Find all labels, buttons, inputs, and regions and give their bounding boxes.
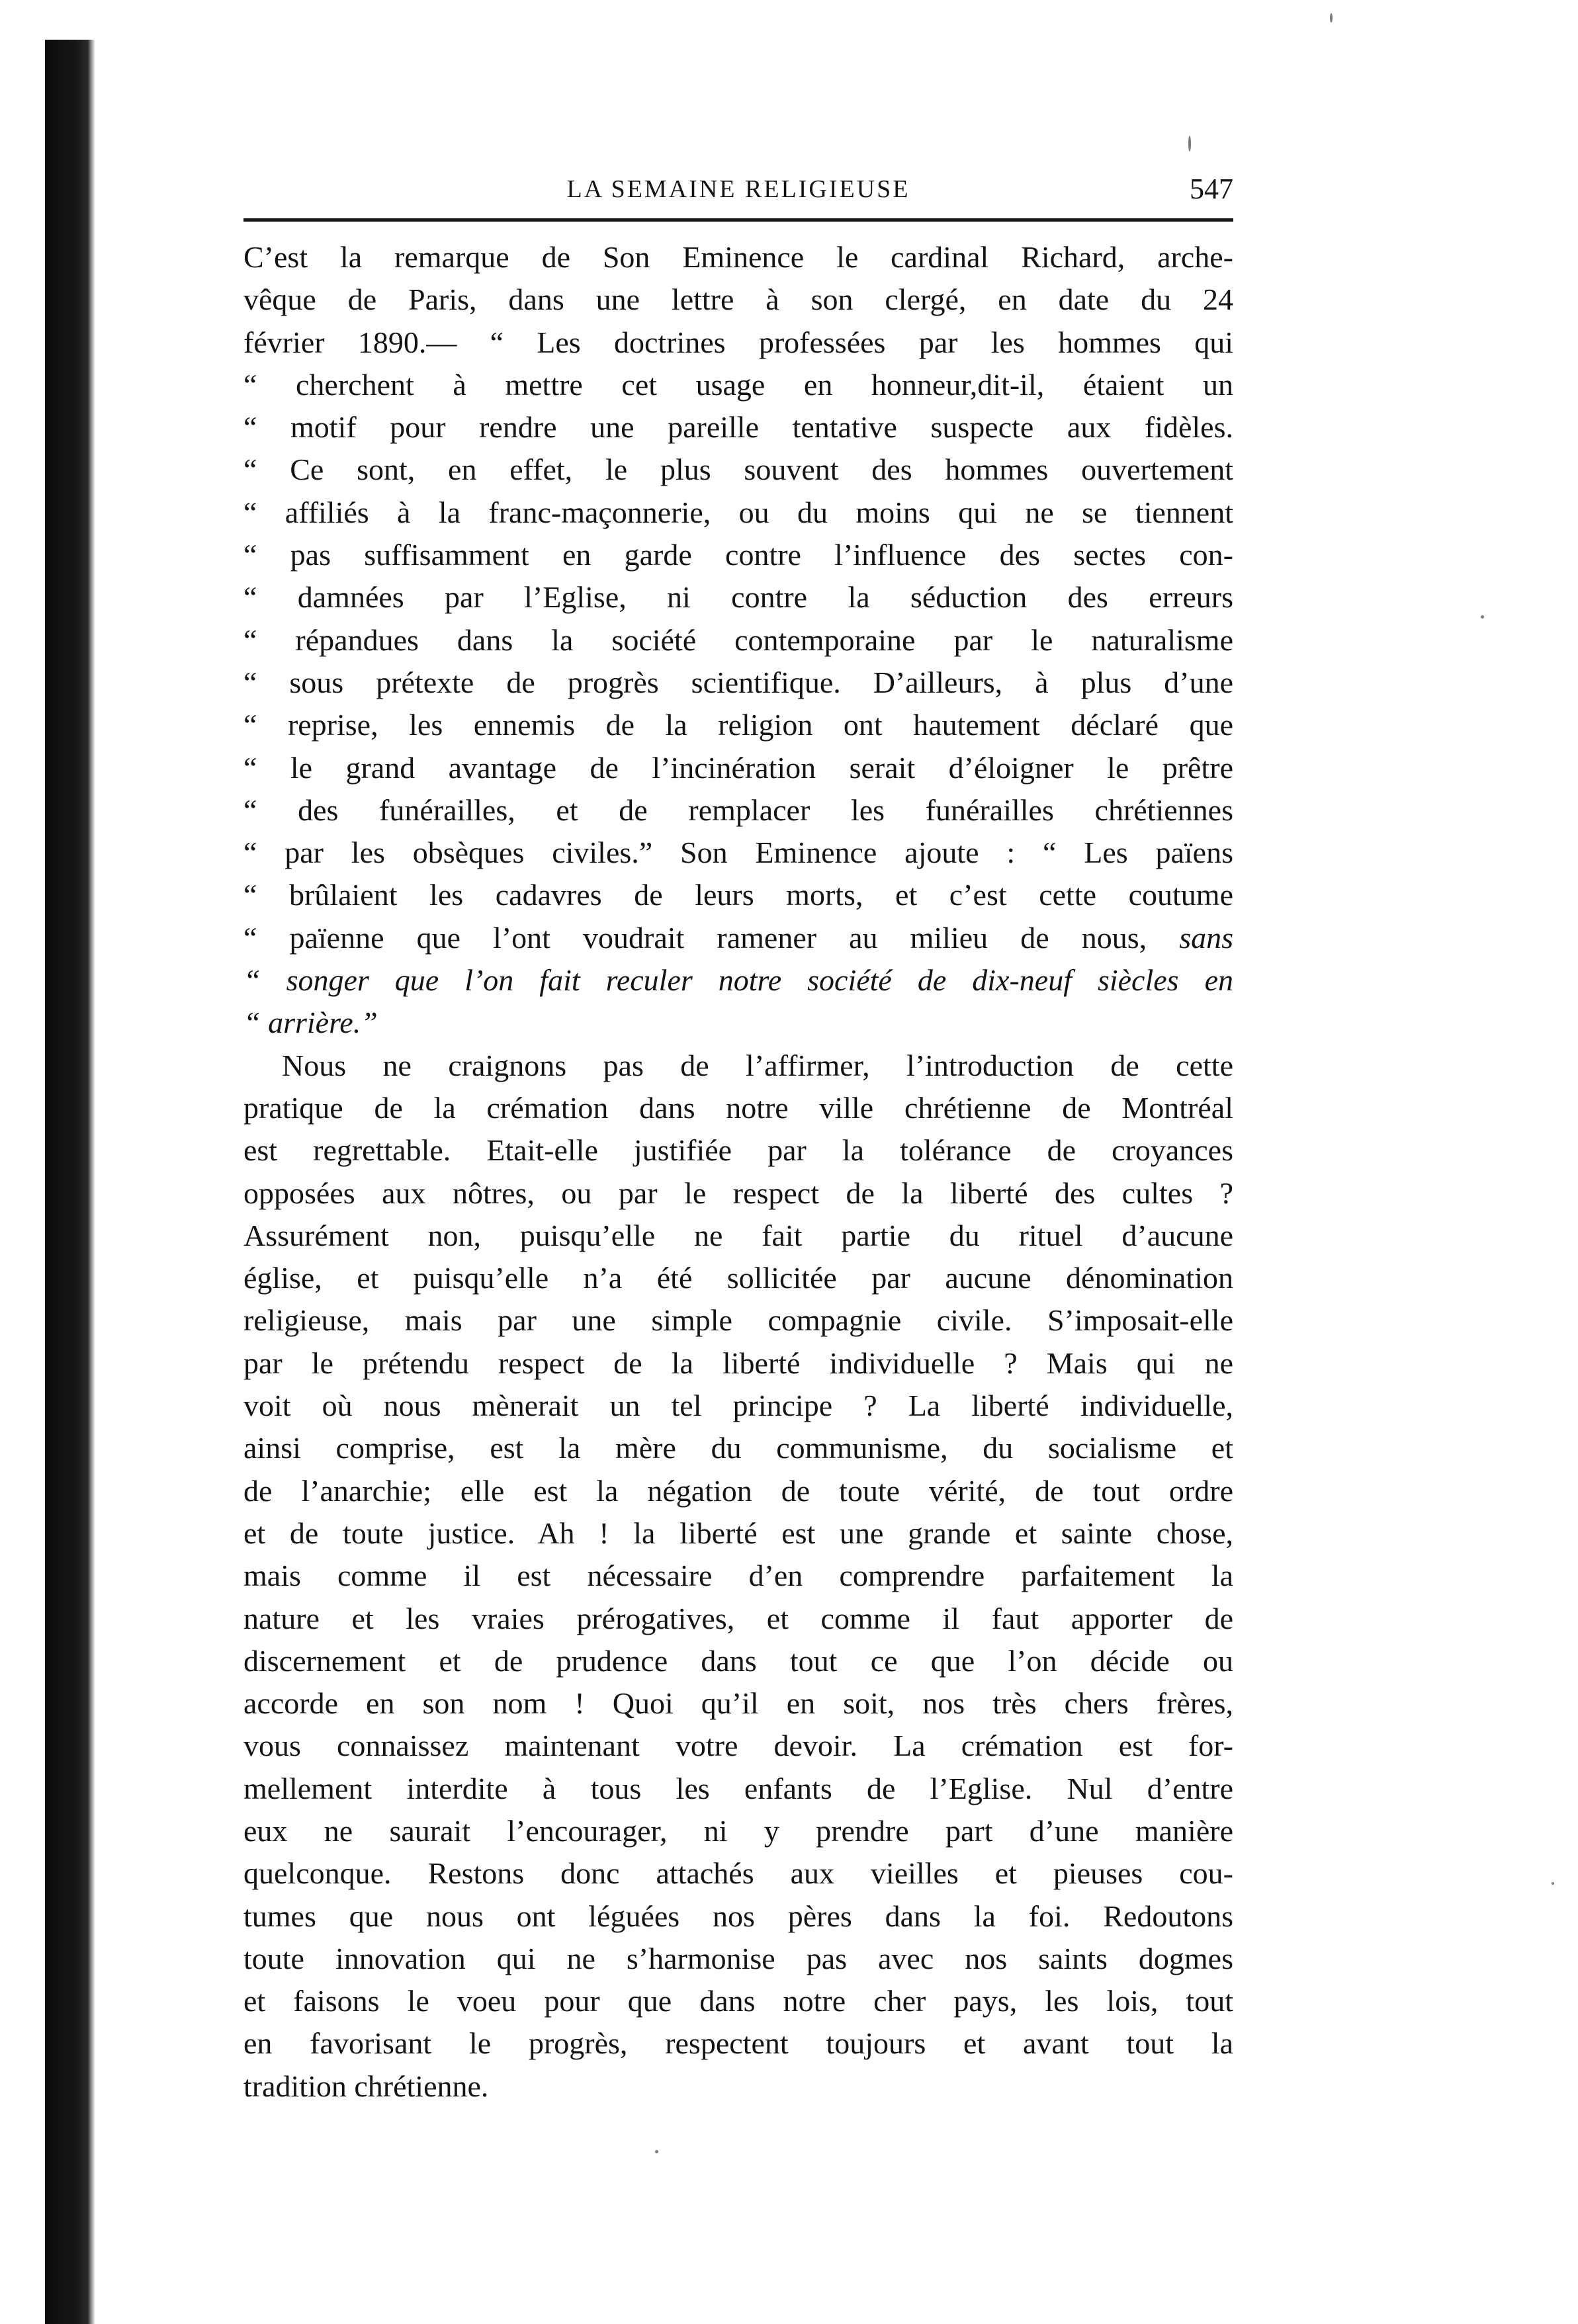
line-text: “ païenne que l’ont voudrait ramener au milieu de nous, — [243, 920, 1147, 955]
body-text — [243, 236, 1233, 2108]
text-line — [243, 704, 1233, 746]
line-text: discernement et de prudence dans tout ce que l’on décide ou — [243, 1643, 1233, 1678]
text-line — [243, 1172, 1233, 1215]
scan-speck — [1552, 1882, 1554, 1885]
line-text: février 1890.— “ Les doctrines professées par les hommes qui — [243, 325, 1233, 359]
text-line — [243, 1470, 1233, 1512]
text-line — [243, 1257, 1233, 1299]
text-line — [243, 322, 1233, 364]
paragraph-quotation — [243, 236, 1233, 1045]
text-line — [243, 1129, 1233, 1172]
paragraph-main — [243, 1045, 1233, 2108]
text-line — [243, 1980, 1233, 2022]
line-text: “ le grand avantage de l’incinération serait d’éloigner le prêtre — [243, 750, 1233, 785]
line-text: de l’anarchie; elle est la négation de toute vérité, de tout ordre — [243, 1473, 1233, 1508]
line-text: eux ne saurait l’encourager, ni y prendre part d’une manière — [243, 1813, 1233, 1848]
line-text: et faisons le voeu pour que dans notre cher pays, les lois, tout — [243, 1984, 1233, 2018]
text-line — [243, 576, 1233, 619]
scan-speck — [1481, 615, 1484, 619]
italic-text: “ arrière.” — [243, 1006, 378, 1040]
text-line — [243, 2065, 1233, 2108]
text-line — [243, 747, 1233, 789]
text-line — [243, 1895, 1233, 1938]
text-line — [243, 1555, 1233, 1597]
line-text: en favorisant le progrès, respectent toujours et avant tout la — [243, 2026, 1233, 2061]
text-line — [243, 874, 1233, 916]
text-line — [243, 1342, 1233, 1385]
line-text: “ brûlaient les cadavres de leurs morts, et c’est cette coutume — [243, 878, 1233, 912]
text-line — [243, 406, 1233, 449]
text-line — [243, 1427, 1233, 1469]
line-text: vêque de Paris, dans une lettre à son clergé, en date du 24 — [243, 282, 1233, 317]
running-header — [243, 171, 1233, 222]
line-text: quelconque. Restons donc attachés aux vieilles et pieuses cou- — [243, 1856, 1233, 1891]
line-text: nature et les vraies prérogatives, et comme il faut apporter de — [243, 1601, 1233, 1635]
line-text: mais comme il est nécessaire d’en comprendre parfaitement la — [243, 1559, 1233, 1593]
italic-text: “ songer que l’on fait reculer notre société de dix-neuf siècles en — [243, 963, 1233, 998]
text-line — [243, 1512, 1233, 1555]
text-line — [243, 449, 1233, 491]
line-text: religieuse, mais par une simple compagnie civile. S’imposait-elle — [243, 1303, 1233, 1338]
line-text: tradition chrétienne. — [243, 2069, 489, 2103]
text-line — [243, 1215, 1233, 1257]
text-line — [243, 236, 1233, 279]
text-line — [243, 279, 1233, 321]
line-text: et de toute justice. Ah ! la liberté est une grande et sainte chose, — [243, 1516, 1233, 1550]
text-line — [243, 1768, 1233, 1810]
text-line — [243, 1810, 1233, 1852]
line-text: mellement interdite à tous les enfants de l’Eglise. Nul d’entre — [243, 1771, 1233, 1805]
scan-speck — [1330, 13, 1333, 22]
line-text: “ reprise, les ennemis de la religion ont hautement déclaré que — [243, 708, 1233, 742]
text-line — [243, 364, 1233, 406]
line-text: “ damnées par l’Eglise, ni contre la séduction des erreurs — [243, 580, 1233, 615]
line-text: Nous ne craignons pas de l’affirmer, l’introduction de cette — [282, 1048, 1233, 1082]
text-line — [243, 1852, 1233, 1895]
line-text: “ répandues dans la société contemporaine par le naturalisme — [243, 623, 1233, 657]
text-line — [243, 832, 1233, 874]
line-text: “ pas suffisamment en garde contre l’influence des sectes con- — [243, 538, 1233, 572]
line-text: ainsi comprise, est la mère du communisme, du socialisme et — [243, 1431, 1233, 1465]
line-text: “ affiliés à la franc-maçonnerie, ou du moins qui ne se tiennent — [243, 495, 1233, 529]
text-line — [243, 1002, 1233, 1044]
text-line — [243, 2022, 1233, 2065]
line-text: voit où nous mènerait un tel principe ? La liberté individuelle, — [243, 1389, 1233, 1423]
scan-binding-edge — [45, 40, 95, 2324]
text-line — [243, 1045, 1233, 1087]
line-text: par le prétendu respect de la liberté individuelle ? Mais qui ne — [243, 1346, 1233, 1380]
line-text: opposées aux nôtres, ou par le respect de la liberté des cultes ? — [243, 1176, 1233, 1210]
line-text: “ par les obsèques civiles.” Son Eminence ajoute : “ Les païens — [243, 836, 1233, 870]
text-line — [243, 959, 1233, 1002]
line-text: vous connaissez maintenant votre devoir. La crémation est for- — [243, 1729, 1233, 1763]
line-text: “ motif pour rendre une pareille tentative suspecte aux fidèles. — [243, 410, 1233, 445]
line-text: est regrettable. Etait-elle justifiée par la tolérance de croyances — [243, 1133, 1233, 1168]
text-line — [243, 1682, 1233, 1725]
text-line — [243, 1640, 1233, 1682]
text-line — [243, 619, 1233, 662]
publication-title: LA SEMAINE RELIGIEUSE — [566, 175, 910, 203]
text-line — [243, 1725, 1233, 1767]
text-line — [243, 789, 1233, 832]
line-text: “ des funérailles, et de remplacer les funérailles chrétiennes — [243, 793, 1233, 827]
document-page — [243, 171, 1233, 2108]
text-line — [243, 662, 1233, 704]
line-text: pratique de la crémation dans notre ville chrétienne de Montréal — [243, 1090, 1233, 1125]
scan-speck — [1188, 136, 1191, 151]
text-line — [243, 1385, 1233, 1427]
line-text: tumes que nous ont léguées nos pères dans la foi. Redoutons — [243, 1899, 1233, 1933]
line-text: toute innovation qui ne s’harmonise pas avec nos saints dogmes — [243, 1941, 1233, 1975]
scan-speck — [655, 2150, 658, 2153]
text-line — [243, 1598, 1233, 1640]
line-text: accorde en son nom ! Quoi qu’il en soit, nos très chers frères, — [243, 1686, 1233, 1721]
page-number: 547 — [1190, 173, 1233, 205]
line-text: C’est la remarque de Son Eminence le cardinal Richard, arche- — [243, 240, 1233, 274]
line-text: “ sous prétexte de progrès scientifique. D’ailleurs, à plus d’une — [243, 665, 1233, 699]
text-line — [243, 1087, 1233, 1129]
italic-text: sans — [1179, 920, 1234, 955]
line-text: “ Ce sont, en effet, le plus souvent des hommes ouvertement — [243, 452, 1233, 487]
text-line — [243, 492, 1233, 534]
text-line — [243, 917, 1233, 959]
text-line — [243, 1299, 1233, 1342]
line-text: “ cherchent à mettre cet usage en honneur,dit-il, étaient un — [243, 367, 1233, 402]
line-text: église, et puisqu’elle n’a été sollicitée par aucune dénomination — [243, 1261, 1233, 1295]
line-text: Assurément non, puisqu’elle ne fait partie du rituel d’aucune — [243, 1218, 1233, 1252]
text-line — [243, 534, 1233, 576]
text-line — [243, 1938, 1233, 1980]
